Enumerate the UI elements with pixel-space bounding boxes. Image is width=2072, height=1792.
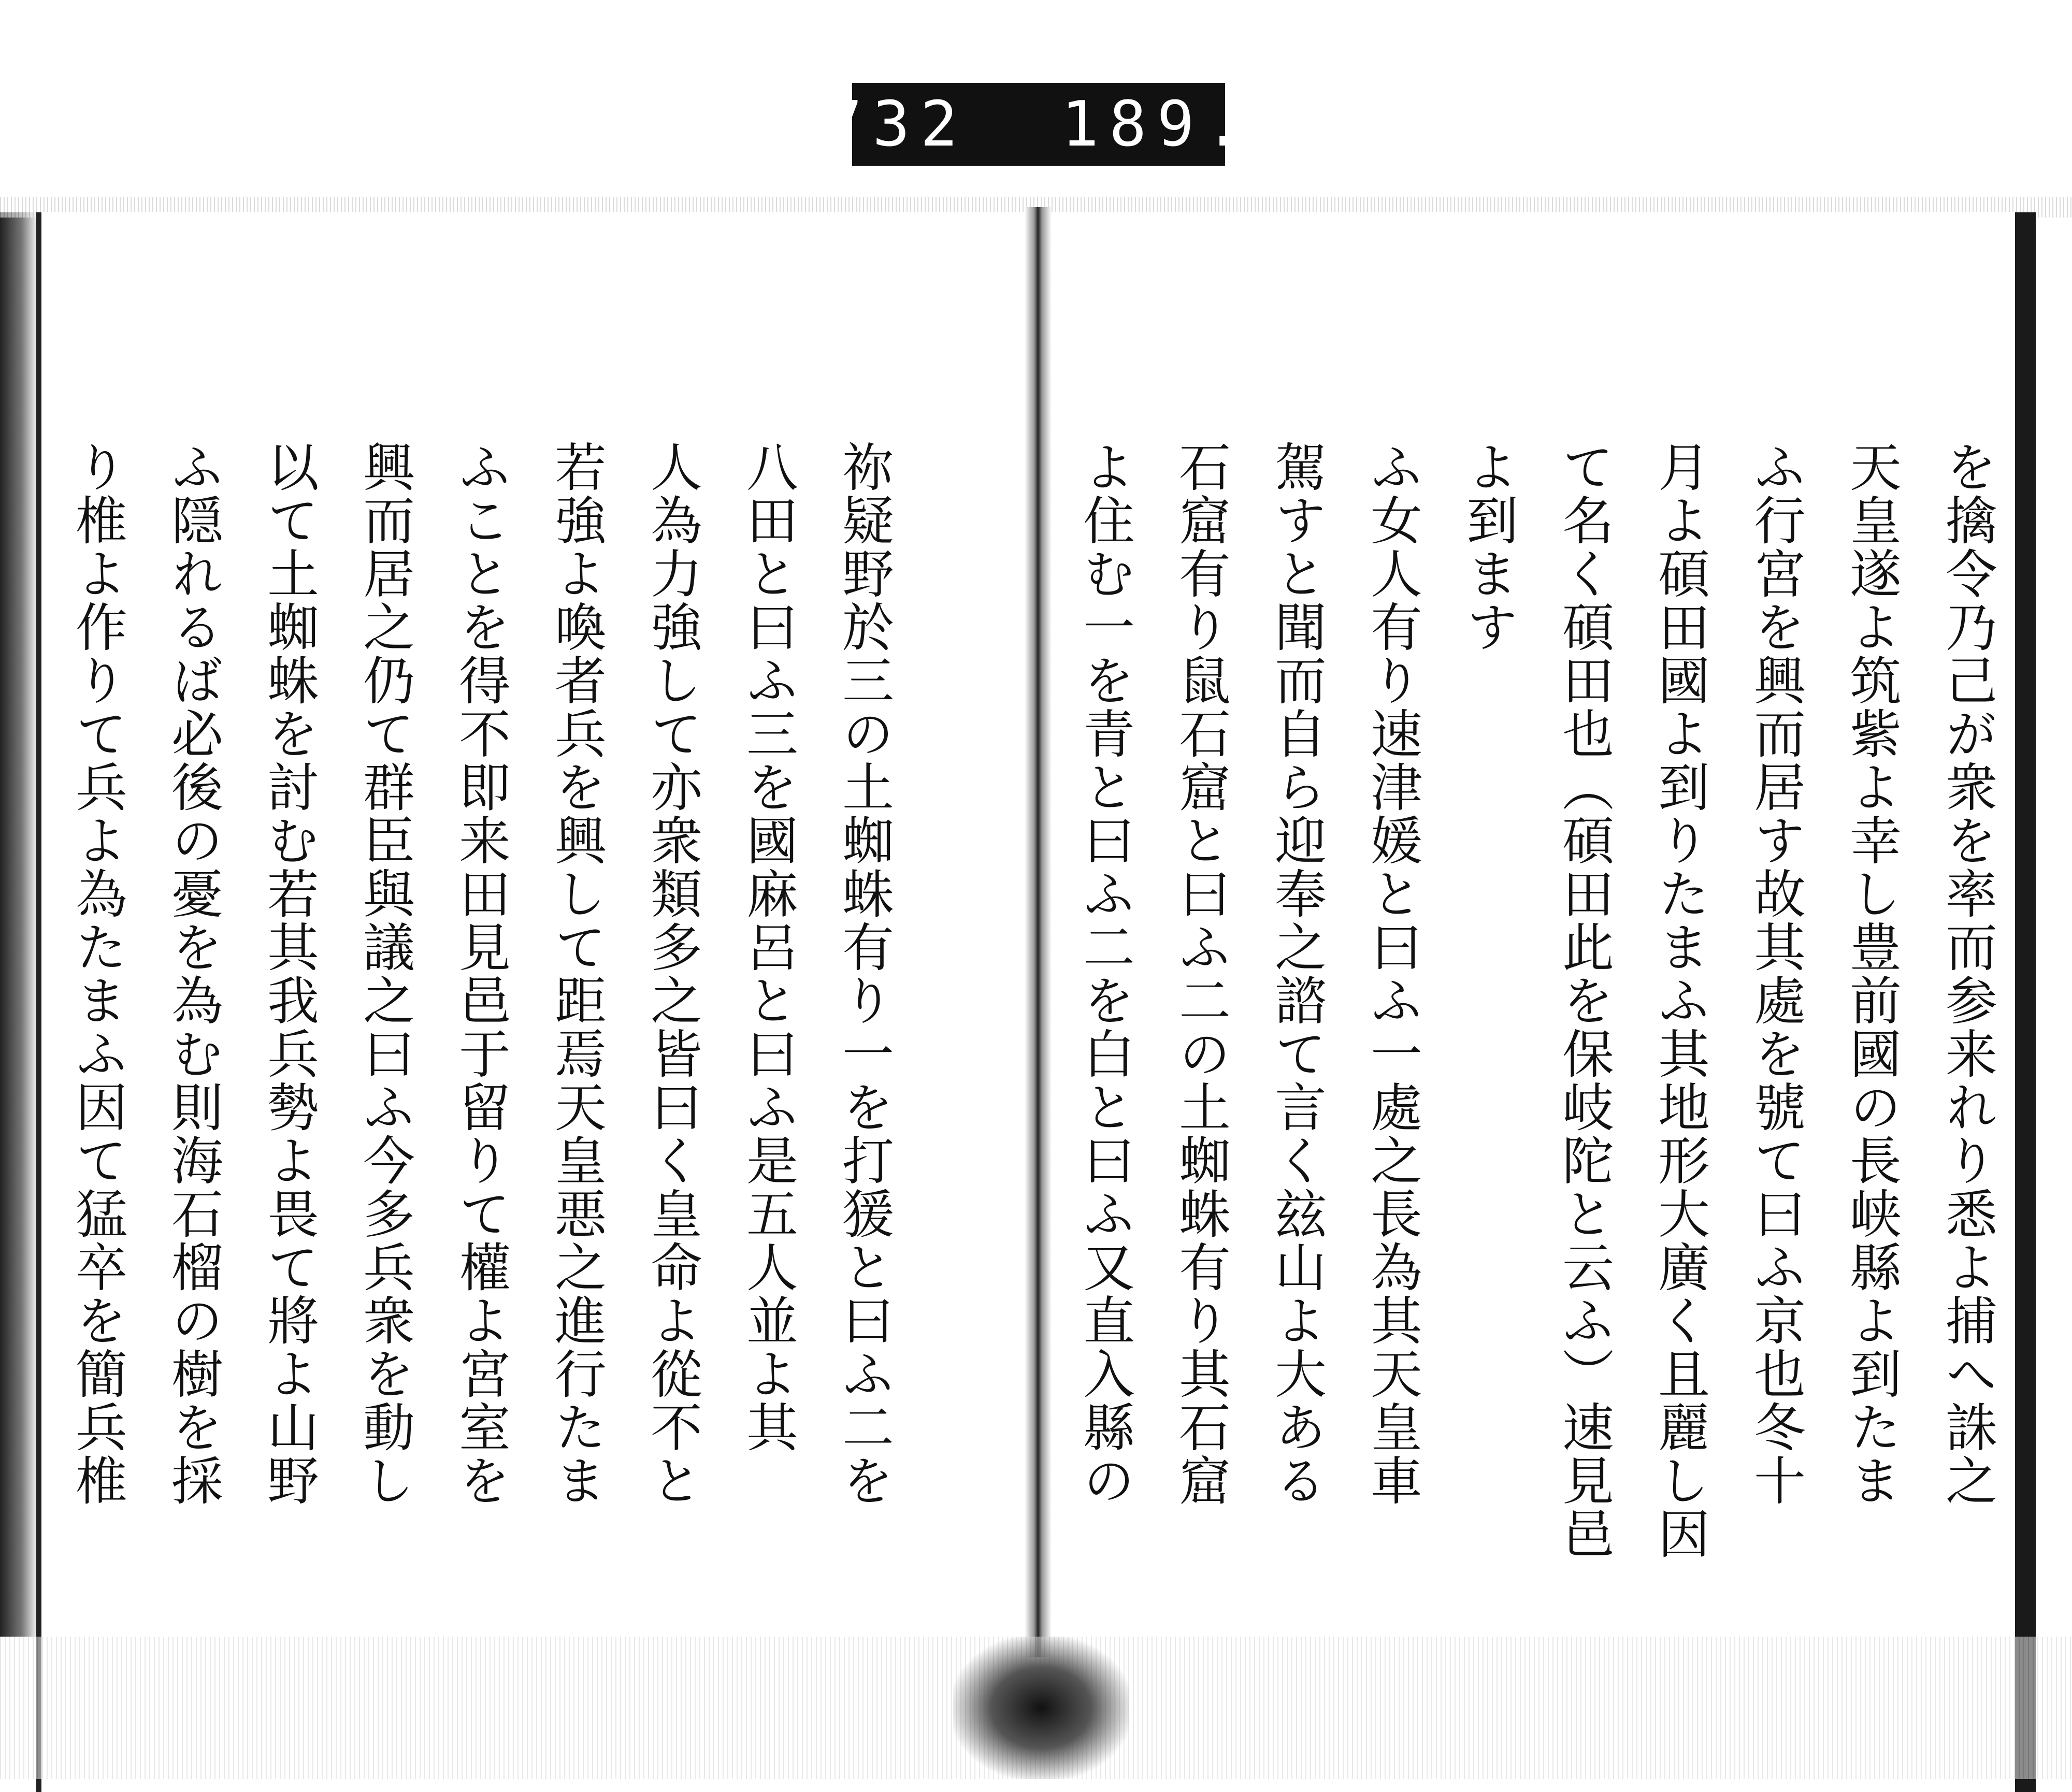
right-column-6: ふ女人有り速津媛と曰ふ一處之長為其天皇車 xyxy=(1362,440,1422,1507)
catalog-number-left: 732 xyxy=(825,88,968,161)
left-column-7: 以て土蜘蛛を討む若其我兵勢よ畏て將よ山野 xyxy=(258,440,319,1507)
right-column-4: 月よ碩田國よ到りたまふ其地形大廣く且麗し因 xyxy=(1649,440,1710,1560)
left-column-3: 人為力強して亦衆類多之皆曰く皇命よ從不と xyxy=(642,440,702,1507)
book-spine xyxy=(1025,207,1052,1657)
right-column-7: 駕すと聞而自ら迎奉之諮て言く玆山よ大ある xyxy=(1266,440,1327,1507)
left-column-8: ふ隠れるば必後の憂を為む則海石榴の樹を採 xyxy=(163,440,223,1507)
right-page-text xyxy=(1074,440,2015,1580)
left-column-6: 興而居之仍て群臣與議之曰ふ今多兵衆を動し xyxy=(354,440,415,1507)
left-column-5: ふことを得不即来田見邑于留りて權よ宮室を xyxy=(450,440,511,1507)
left-column-4: 若強よ喚者兵を興して距焉天皇悪之進行たま xyxy=(546,440,607,1507)
book-edge-left xyxy=(0,212,36,1637)
gutter-shadow xyxy=(953,1637,1129,1779)
catalog-number-right: 189. xyxy=(1061,88,1253,161)
right-column-9: よ住む一を青と曰ふ二を白と曰ふ又直入縣の xyxy=(1074,440,1135,1507)
left-column-2: 八田と曰ふ三を國麻呂と曰ふ是五人並よ其 xyxy=(738,440,798,1454)
right-column-8: 石窟有り鼠石窟と曰ふ二の土蜘蛛有り其石窟 xyxy=(1170,440,1231,1507)
left-column-9: り椎よ作りて兵よ為たまふ因て猛卒を簡兵椎 xyxy=(67,440,127,1507)
left-column-1: 祢疑野於三の土蜘蛛有り一を打猨と曰ふ二を xyxy=(833,440,894,1507)
right-column-2: 天皇遂よ筑紫よ幸し豊前國の長峡縣よ到たま xyxy=(1841,440,1902,1507)
catalog-label xyxy=(825,83,1253,166)
right-column-5: て名く碩田也（碩田此を保岐陀と云ふ）速見邑よ到ます xyxy=(1458,440,1614,1560)
right-column-1: を擒令乃己が衆を率而参来れり悉よ捕へ誅之 xyxy=(1937,440,1997,1507)
right-column-3: ふ行宮を興而居す故其處を號て曰ふ京也冬十 xyxy=(1745,440,1806,1507)
left-page-text xyxy=(67,440,912,1580)
